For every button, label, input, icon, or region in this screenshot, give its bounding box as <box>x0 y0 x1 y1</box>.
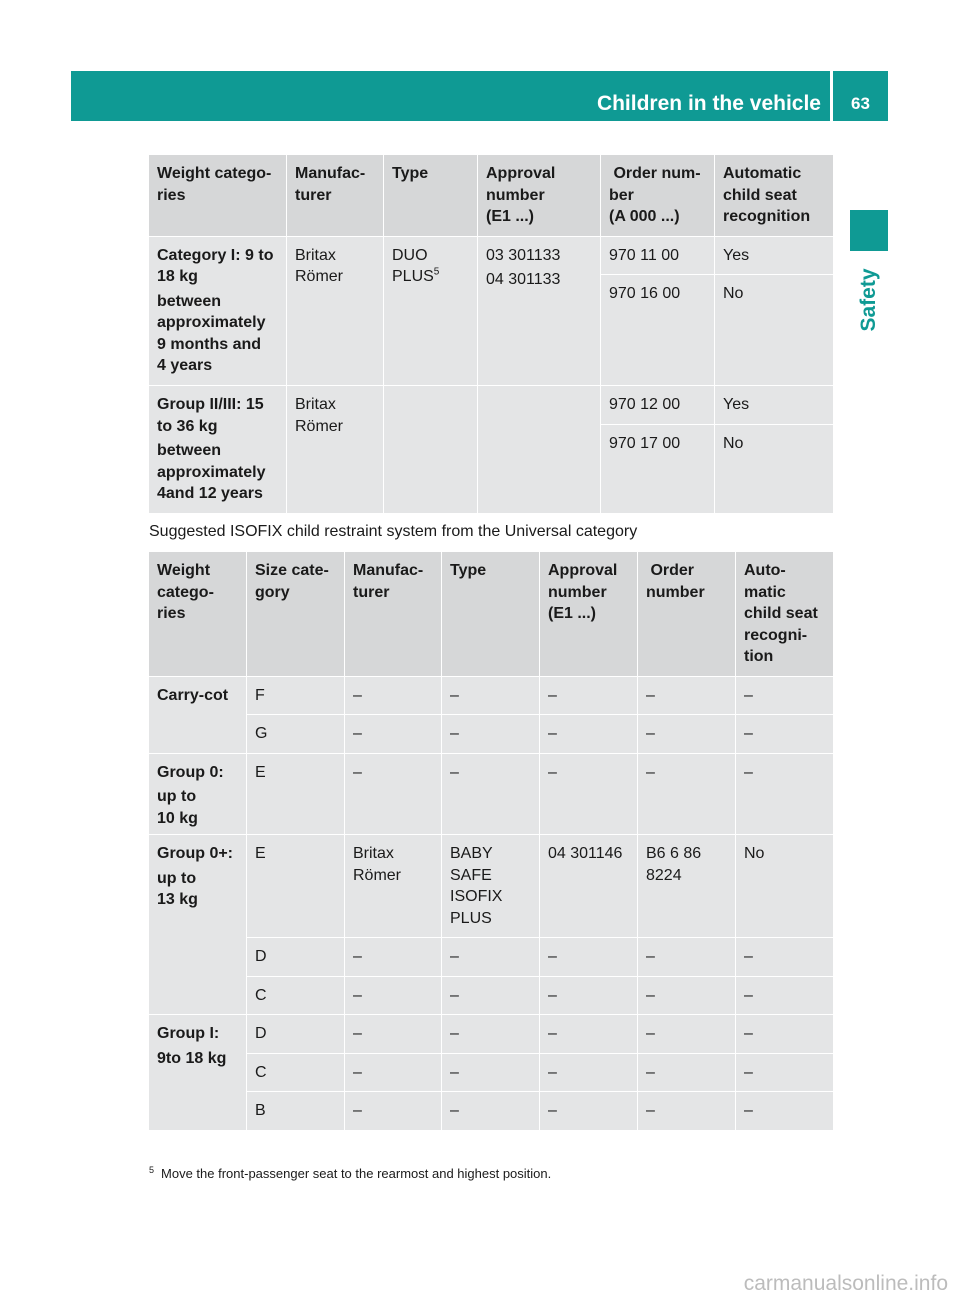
section-label: Safety <box>857 268 880 332</box>
order-cell: – <box>638 1092 736 1131</box>
header-manufacturer: Manufac- turer <box>287 155 384 237</box>
table-header-row <box>149 552 834 677</box>
order-cell: – <box>638 938 736 977</box>
size-cell: D <box>247 938 345 977</box>
weight-cell: Carry-cot <box>149 676 247 753</box>
size-cell: G <box>247 715 345 754</box>
header-auto: Auto- matic child seat recogni- tion <box>736 552 834 677</box>
size-cell: C <box>247 976 345 1015</box>
auto-cell: – <box>736 753 834 835</box>
table-row <box>149 835 834 938</box>
type-cell: – <box>442 938 540 977</box>
header-approval: Approval number (E1 ...) <box>540 552 638 677</box>
page-number: 63 <box>851 94 870 113</box>
auto-cell: No <box>736 835 834 938</box>
footnote-mark: 5 <box>149 1164 155 1175</box>
order-cell: 970 17 00 <box>601 424 715 513</box>
table-row <box>149 938 834 977</box>
size-cell: B <box>247 1092 345 1131</box>
footnote-ref: 5 <box>433 266 440 278</box>
weight-cell: Group II/III: 15 to 36 kg between approximately 4and 12 years <box>149 386 287 514</box>
child-seat-table <box>148 154 834 514</box>
weight-cell: Category I: 9 to 18 kg between approximately 9 months and 4 years <box>149 236 287 386</box>
type-cell: – <box>442 1015 540 1054</box>
auto-cell: – <box>736 1053 834 1092</box>
manufacturer-cell: Britax Römer <box>345 835 442 938</box>
header-size: Size cate- gory <box>247 552 345 677</box>
manufacturer-cell: – <box>345 976 442 1015</box>
size-cell: E <box>247 753 345 835</box>
auto-cell: – <box>736 715 834 754</box>
auto-cell: – <box>736 938 834 977</box>
table-caption: Suggested ISOFIX child restraint system from the Universal category <box>149 523 638 540</box>
size-cell: C <box>247 1053 345 1092</box>
approval-cell: – <box>540 1092 638 1131</box>
table-row <box>149 1053 834 1092</box>
footnote-text: Move the front-passenger seat to the rearmost and highest position. <box>161 1166 552 1181</box>
auto-cell: Yes <box>715 386 834 425</box>
type-cell: – <box>442 1092 540 1131</box>
table-row <box>149 976 834 1015</box>
size-cell: D <box>247 1015 345 1054</box>
approval-cell: – <box>540 715 638 754</box>
order-cell: B6 6 86 8224 <box>638 835 736 938</box>
table-row <box>149 676 834 715</box>
approval-cell: 03 301133 04 301133 <box>478 236 601 386</box>
approval-cell: – <box>540 753 638 835</box>
header-type: Type <box>442 552 540 677</box>
chapter-header <box>71 71 888 121</box>
order-cell: – <box>638 1053 736 1092</box>
header-manufacturer: Manufac- turer <box>345 552 442 677</box>
weight-cell: Group 0+: up to 13 kg <box>149 835 247 1015</box>
table-row <box>149 386 834 425</box>
order-cell: 970 11 00 <box>601 236 715 275</box>
header-order: Order number <box>638 552 736 677</box>
header-approval: Approval number (E1 ...) <box>478 155 601 237</box>
weight-cell: Group I: 9to 18 kg <box>149 1015 247 1131</box>
table-row <box>149 236 834 275</box>
approval-cell: – <box>540 1053 638 1092</box>
table-row <box>149 715 834 754</box>
footnote <box>149 1166 551 1181</box>
manufacturer-cell: Britax Römer <box>287 386 384 514</box>
approval-cell: – <box>540 976 638 1015</box>
type-cell: – <box>442 715 540 754</box>
manufacturer-cell: – <box>345 1053 442 1092</box>
size-cell: F <box>247 676 345 715</box>
header-weight: Weight catego- ries <box>149 552 247 677</box>
header-auto: Automatic child seat recognition <box>715 155 834 237</box>
order-cell: – <box>638 715 736 754</box>
order-cell: – <box>638 1015 736 1054</box>
manufacturer-cell: – <box>345 753 442 835</box>
auto-cell: – <box>736 1092 834 1131</box>
type-cell <box>384 386 478 514</box>
table-header-row <box>149 155 834 237</box>
manufacturer-cell: – <box>345 676 442 715</box>
chapter-title: Children in the vehicle <box>596 92 821 115</box>
auto-cell: No <box>715 424 834 513</box>
manufacturer-cell: – <box>345 715 442 754</box>
approval-cell: – <box>540 676 638 715</box>
order-cell: – <box>638 753 736 835</box>
approval-cell <box>478 386 601 514</box>
watermark: carmanualsonline.info <box>743 1272 948 1295</box>
header-type: Type <box>384 155 478 237</box>
auto-cell: Yes <box>715 236 834 275</box>
table-row <box>149 1015 834 1054</box>
order-cell: – <box>638 676 736 715</box>
header-weight: Weight catego- ries <box>149 155 287 237</box>
manufacturer-cell: – <box>345 1015 442 1054</box>
section-marker <box>850 210 888 251</box>
type-cell: DUO PLUS$^5$ <box>384 236 478 386</box>
manufacturer-cell: Britax Römer <box>287 236 384 386</box>
manufacturer-cell: – <box>345 938 442 977</box>
type-cell: – <box>442 976 540 1015</box>
order-cell: 970 16 00 <box>601 275 715 386</box>
type-cell: BABY SAFE ISOFIX PLUS <box>442 835 540 938</box>
type-cell: – <box>442 676 540 715</box>
approval-cell: – <box>540 1015 638 1054</box>
auto-cell: – <box>736 1015 834 1054</box>
type-cell: – <box>442 1053 540 1092</box>
size-cell: E <box>247 835 345 938</box>
order-cell: 970 12 00 <box>601 386 715 425</box>
auto-cell: No <box>715 275 834 386</box>
approval-cell: 04 301146 <box>540 835 638 938</box>
table-row <box>149 753 834 835</box>
type-cell: – <box>442 753 540 835</box>
order-cell: – <box>638 976 736 1015</box>
manufacturer-cell: – <box>345 1092 442 1131</box>
approval-cell: – <box>540 938 638 977</box>
auto-cell: – <box>736 976 834 1015</box>
table-row <box>149 1092 834 1131</box>
section-tab <box>850 260 888 340</box>
header-order: Order num- ber (A 000 ...) <box>601 155 715 237</box>
weight-cell: Group 0: up to 10 kg <box>149 753 247 835</box>
isofix-universal-table <box>148 551 834 1131</box>
auto-cell: – <box>736 676 834 715</box>
